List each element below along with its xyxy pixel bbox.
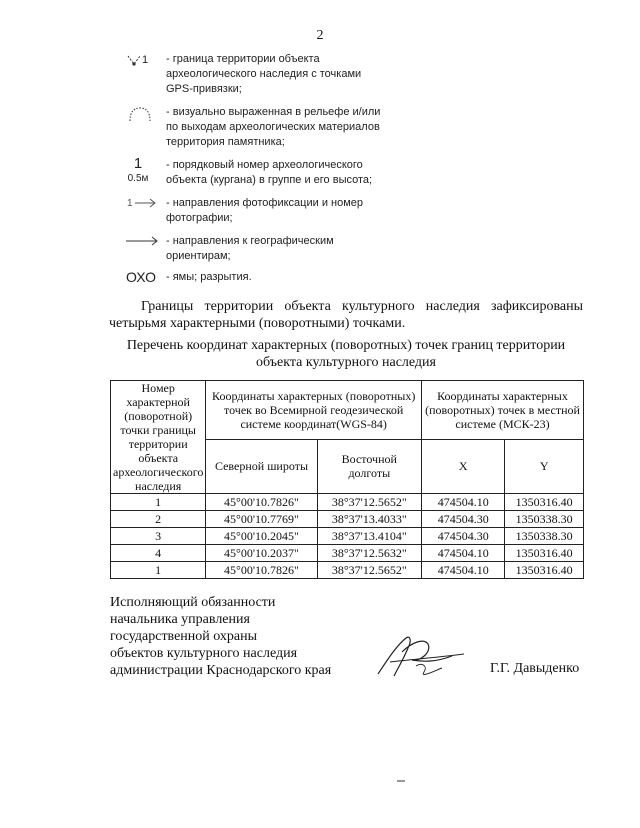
legend-symbol-number: 1 xyxy=(133,155,143,172)
point-number-header: Номер характерной (поворотной) точки границы территории объекта археологического наследия xyxy=(111,381,206,494)
legend-symbol-label: 1 xyxy=(127,198,133,209)
position-line: государственной охраны xyxy=(110,629,258,644)
boundary-gps-icon xyxy=(126,52,162,75)
y-coordinate: 1350316.40 xyxy=(505,562,584,579)
table-row xyxy=(111,528,584,545)
position-line: объектов культурного наследия xyxy=(110,646,298,661)
signatory-position xyxy=(110,594,331,679)
point-number: 4 xyxy=(111,545,206,562)
legend-text: - визуально выраженная в рельефе и/или по выходам археологических материалов территория памятника; xyxy=(166,106,381,148)
position-line: начальника управления xyxy=(110,612,250,627)
boundary-paragraph: Границы территории объекта культурного наследия зафиксированы четырьмя характерными (поворотными) точками. xyxy=(109,299,583,331)
legend-text: - направления фотофиксации и номер фотографии; xyxy=(166,197,364,224)
coordinates-list-title: Перечень координат характерных (поворотных) точек границ территории объекта культурного наследия xyxy=(126,338,566,370)
orientation-arrow-icon xyxy=(126,234,162,253)
point-number: 3 xyxy=(111,528,206,545)
pits-icon: ОХО xyxy=(126,269,157,285)
legend-text: - ямы; разрытия. xyxy=(166,271,252,283)
table-row xyxy=(111,494,584,511)
longitude: 38°37'12.5652" xyxy=(317,494,421,511)
photo-direction-icon xyxy=(126,196,162,215)
coordinates-table xyxy=(110,380,584,579)
latitude: 45°00'10.7769" xyxy=(206,511,317,528)
y-header: Y xyxy=(505,439,584,493)
longitude: 38°37'12.5652" xyxy=(317,562,421,579)
table-header-row xyxy=(111,381,584,440)
table-row xyxy=(111,511,584,528)
north-latitude-header: Северной широты xyxy=(206,439,317,493)
y-coordinate: 1350316.40 xyxy=(505,494,584,511)
x-coordinate: 474504.30 xyxy=(422,511,505,528)
msk-coordinates-header: Координаты характерных (поворотных) точек в местной системе (МСК-23) xyxy=(422,381,584,440)
legend-text: - граница территории объекта археологического наследия с точками GPS-привязки; xyxy=(166,53,362,95)
latitude: 45°00'10.2045" xyxy=(206,528,317,545)
map-legend xyxy=(126,52,386,288)
legend-text: - направления к географическим ориентирам; xyxy=(166,235,334,262)
signatory-name: Г.Г. Давыденко xyxy=(490,661,580,676)
page-number: 2 xyxy=(316,28,324,43)
relief-outline-icon xyxy=(126,105,162,130)
legend-item-relief xyxy=(126,105,386,150)
east-longitude-header: Восточной долготы xyxy=(317,439,421,493)
y-coordinate: 1350338.30 xyxy=(505,511,584,528)
legend-item-boundary xyxy=(126,52,386,97)
longitude: 38°37'13.4033" xyxy=(317,511,421,528)
point-number: 1 xyxy=(111,562,206,579)
x-coordinate: 474504.30 xyxy=(422,528,505,545)
table-row xyxy=(111,545,584,562)
position-line: администрации Краснодарского края xyxy=(110,663,332,678)
legend-text: - порядковый номер археологического объекта (кургана) в группе и его высота; xyxy=(166,159,373,186)
handwritten-signature xyxy=(372,632,468,682)
longitude: 38°37'12.5632" xyxy=(317,545,421,562)
y-coordinate: 1350338.30 xyxy=(505,528,584,545)
y-coordinate: 1350316.40 xyxy=(505,545,584,562)
point-number: 2 xyxy=(111,511,206,528)
object-number-icon xyxy=(126,155,162,186)
position-line: Исполняющий обязанности xyxy=(110,595,276,610)
table-row xyxy=(111,562,584,579)
legend-item-object-number xyxy=(126,155,386,188)
longitude: 38°37'13.4104" xyxy=(317,528,421,545)
wgs-coordinates-header: Координаты характерных (поворотных) точек во Всемирной геодезической системе координат(WGS-84) xyxy=(206,381,422,440)
point-number: 1 xyxy=(111,494,206,511)
x-coordinate: 474504.10 xyxy=(422,494,505,511)
x-coordinate: 474504.10 xyxy=(422,562,505,579)
latitude: 45°00'10.2037" xyxy=(206,545,317,562)
scan-artifact xyxy=(397,780,405,782)
legend-item-pits xyxy=(126,270,386,288)
latitude: 45°00'10.7826" xyxy=(206,494,317,511)
legend-item-orientation xyxy=(126,234,386,264)
legend-symbol-label: 1 xyxy=(142,54,149,66)
legend-symbol-height: 0.5м xyxy=(127,173,149,184)
latitude: 45°00'10.7826" xyxy=(206,562,317,579)
x-coordinate: 474504.10 xyxy=(422,545,505,562)
x-header: X xyxy=(422,439,505,493)
legend-item-photo-direction xyxy=(126,196,386,226)
